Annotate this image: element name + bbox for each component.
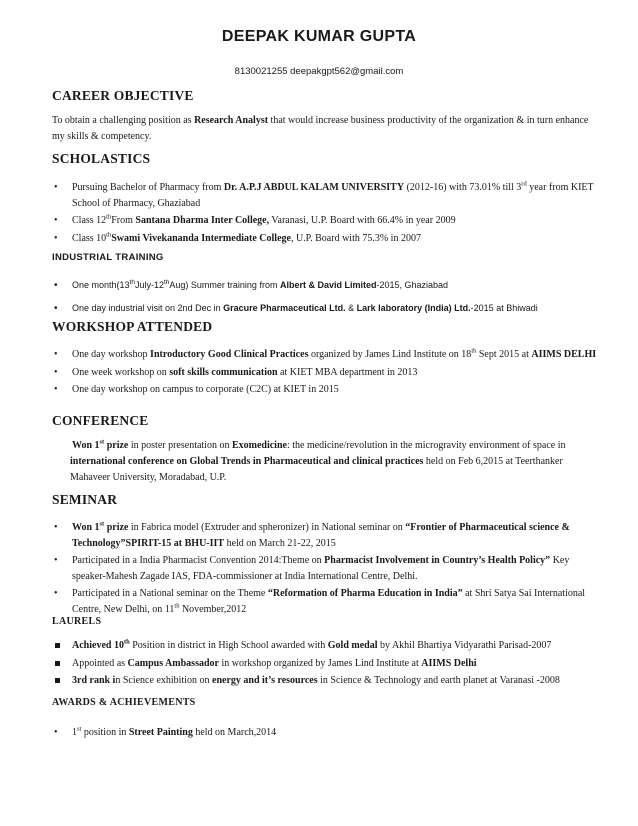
bullet-icon: • bbox=[54, 349, 58, 360]
square-bullet-icon bbox=[55, 678, 60, 683]
bullet-icon: • bbox=[54, 182, 58, 193]
list-item: Achieved 10th Position in district in High School awarded with Gold medal by Akhil Bhartiya Vidyarathi Parisad-2007 bbox=[52, 638, 600, 654]
bullet-icon: • bbox=[54, 522, 58, 533]
section-heading-conference: CONFERENCE bbox=[52, 413, 149, 428]
section-heading-career-objective: CAREER OBJECTIVE bbox=[52, 88, 194, 103]
list-item: • One day workshop Introductory Good Clinical Practices organized by James Lind Institute on 18th Sept 2015 at AIIMS DELHI bbox=[52, 347, 600, 363]
industrial-training-list bbox=[52, 278, 600, 323]
bullet-icon: • bbox=[54, 555, 58, 566]
contact-info: 8130021255 deepakgpt562@gmail.com bbox=[234, 66, 404, 77]
section-heading-workshop: WORKSHOP ATTENDED bbox=[52, 319, 213, 334]
list-item: • Won 1st prize in Fabrica model (Extruder and spheronizer) in National seminar on “Frontier of Pharmaceutical science & Technology”SPIRIT-15 at BHU-IIT held on March 21-22, 2015 bbox=[54, 520, 570, 549]
career-objective-text: To obtain a challenging position as Research Analyst that would increase business productivity of the organization & in turn enhance my skills & competency. bbox=[52, 115, 589, 142]
seminar-list bbox=[52, 520, 600, 619]
bullet-icon: • bbox=[54, 384, 58, 395]
section-heading-laurels: LAURELS bbox=[52, 616, 102, 627]
bullet-icon: • bbox=[54, 727, 58, 738]
section-heading-awards: AWARDS & ACHIEVEMENTS bbox=[52, 697, 196, 708]
list-item: • One day industrial visit on 2nd Dec in Gracure Pharmaceutical Ltd. & Lark laboratory (India) Ltd.-2015 at Bhiwadi bbox=[52, 301, 600, 317]
list-item: • Participated in a India Pharmacist Convention 2014:Theme on Pharmacist Involvement in Country’s Health Policy” Key speaker-Mahesh Zagade IAS, FDA-commissioner at India International Centre, Delhi. bbox=[54, 555, 570, 582]
section-heading-seminar: SEMINAR bbox=[52, 492, 118, 507]
list-item: • One month(13thJuly-12thAug) Summer training from Albert & David Limited-2015, Ghaziabad bbox=[52, 278, 600, 294]
list-item: • Class 10thSwami Vivekananda Intermediate College, U.P. Board with 75.3% in 2007 bbox=[52, 231, 600, 247]
list-item: • 1st position in Street Painting held on March,2014 bbox=[52, 725, 600, 741]
list-item: 3rd rank in Science exhibition on energy and it’s resources in Science & Technology and earth planet at Varanasi -2008 bbox=[52, 673, 600, 689]
candidate-name: DEEPAK KUMAR GUPTA bbox=[221, 28, 417, 45]
workshop-list bbox=[52, 347, 600, 400]
section-heading-scholastics: SCHOLASTICS bbox=[52, 151, 151, 166]
square-bullet-icon bbox=[55, 661, 60, 666]
section-heading-industrial-training: INDUSTRIAL TRAINING bbox=[52, 252, 164, 263]
bullet-icon: • bbox=[54, 302, 58, 314]
bullet-icon: • bbox=[54, 232, 58, 244]
list-item: • Participated in a National seminar on the Theme “Reformation of Pharma Education in India” at Shri Satya Sai International Centre, New Delhi, on 11th November,2012 bbox=[54, 588, 586, 615]
scholastics-list bbox=[52, 180, 600, 248]
bullet-icon: • bbox=[54, 280, 58, 291]
laurels-list bbox=[52, 638, 600, 691]
list-item: Appointed as Campus Ambassador in workshop organized by James Lind Institute at AIIMS Delhi bbox=[52, 656, 600, 672]
list-item: • One day workshop on campus to corporate (C2C) at KIET in 2015 bbox=[52, 382, 600, 398]
bullet-icon: • bbox=[54, 588, 58, 599]
square-bullet-icon bbox=[55, 643, 60, 648]
conference-text: Won 1st prize in poster presentation on Exomedicine: the medicine/revolution in the microgravity environment of space in international conference on Global Trends in Pharmaceutical and clinical practices held on Feb 6,2015 at Teerthanker Mahaveer University, Moradabad, U.P. bbox=[70, 438, 566, 483]
bullet-icon: • bbox=[54, 215, 58, 226]
bullet-icon: • bbox=[54, 366, 58, 378]
list-item: • One week workshop on soft skills communication at KIET MBA department in 2013 bbox=[52, 365, 600, 381]
list-item: • Pursuing Bachelor of Pharmacy from Dr. A.P.J ABDUL KALAM UNIVERSITY (2012-16) with 73.01% till 3rd year from KIET School of Pharmacy, Ghaziabad bbox=[54, 180, 594, 209]
list-item: • Class 12thFrom Santana Dharma Inter College, Varanasi, U.P. Board with 66.4% in year 2009 bbox=[52, 213, 600, 229]
awards-list bbox=[52, 725, 600, 743]
